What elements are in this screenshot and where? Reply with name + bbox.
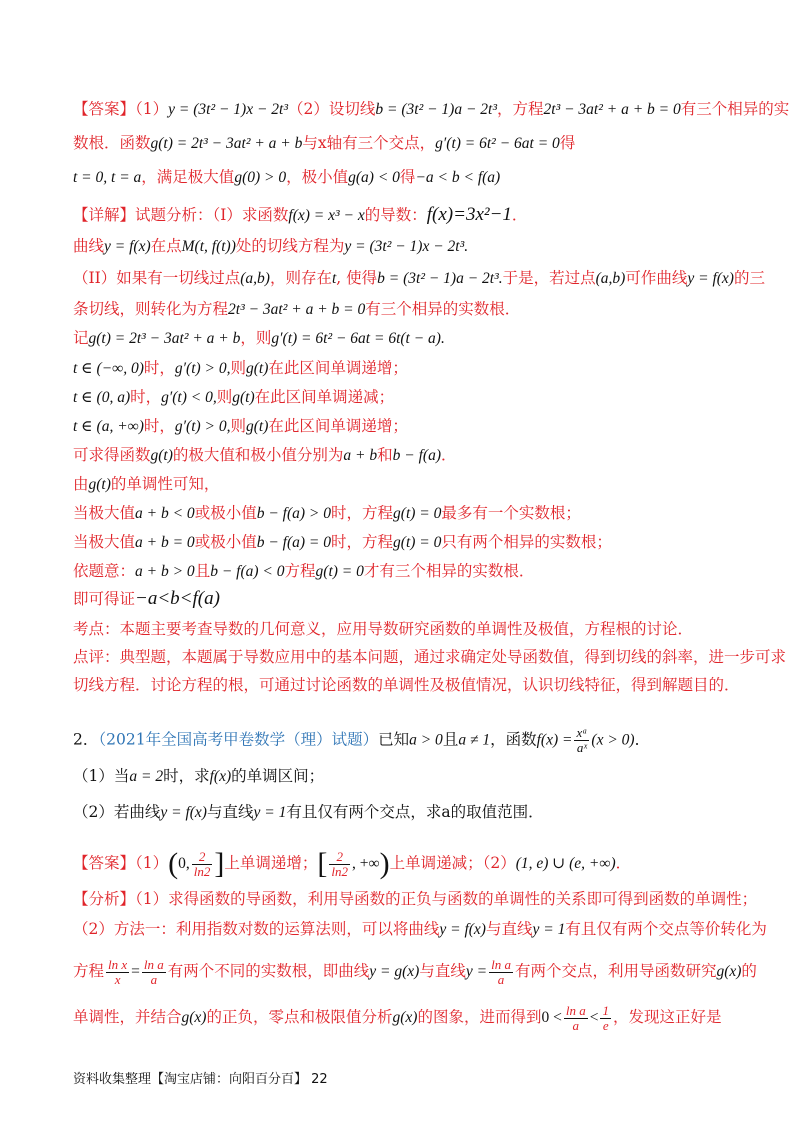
- question-2-part-1: （1）当a = 2时，求f(x)的单调区间；: [73, 767, 325, 785]
- analysis-line-4: 单调性，并结合g(x)的正负，零点和极限值分析g(x)的图象，进而得到0 < $\frac{\text{ln a}}{a}$ < $\frac{1}{e}$ ，发现这正好是: [73, 1002, 722, 1033]
- analysis-line-1: 【分析】（1）求得函数的导函数，利用导函数的正负与函数的单调性的关系即可得到函数的单调性；: [73, 890, 758, 908]
- question-number: 2．: [73, 730, 99, 749]
- detail-line-14: 即可得证−a<b<f(a): [73, 588, 220, 609]
- analysis-line-3: 方程 $\frac{\text{ln x}}{x}$ = $\frac{\text{ln a}}{a}$ 有两个不同的实数根，即曲线y = g(x)与直线y = $\frac{\text{ln a}}{a}$ 有两个交点，利用导函数研究g(x)的: [73, 956, 757, 987]
- answer-line-3: t = 0, t = a，满足极大值g(0) > 0，极小值g(a) < 0得−a < b < f(a): [73, 168, 501, 186]
- detail-line-2: 曲线y = f(x)在点M(t, f(t))处的切线方程为y = (3t² − 1)x − 2t³.: [73, 237, 469, 255]
- detail-line-8: t ∈ (a, +∞)时，g′(t) > 0,则g(t)在此区间单调递增；: [73, 417, 408, 435]
- fraction: $\frac{\text{ln x}}{x}$: [108, 956, 128, 987]
- detail-line-4: 条切线，则转化为方程2t³ − 3at² + a + b = 0有三个相异的实数根．: [73, 300, 521, 318]
- fraction: $\frac{1}{e}$: [602, 1002, 609, 1033]
- fraction: $\frac{\text{ln a}}{a}$: [143, 956, 164, 987]
- detail-line-12: 当极大值a + b = 0或极小值b − f(a) = 0时，方程g(t) = 0只有两个相异的实数根；: [73, 533, 612, 551]
- detail-line-3: （II）如果有一切线过点(a,b)，则存在t, 使得b = (3t² − 1)a − 2t³.于是，若过点(a,b)可作曲线y = f(x)的三: [73, 269, 765, 287]
- answer-2-line: 【答案】（1）(0, $\frac{2}{\ln 2}$ ]上单调递增；[ $\frac{2}{\ln 2}$ , +∞)上单调递减；（2）(1, e) ∪ (e, +∞)．: [73, 847, 632, 880]
- detail-tag: 【详解】: [73, 206, 136, 224]
- detail-line-5: 记g(t) = 2t³ − 3at² + a + b，则g′(t) = 6t² − 6at = 6t(t − a).: [73, 329, 445, 347]
- dianping-line-2: 切线方程．讨论方程的根，可通过讨论函数的单调性及极值情况，认识切线特征，得到解题目的．: [73, 676, 740, 694]
- detail-line-10: 由g(t)的单调性可知，: [73, 475, 220, 493]
- left-paren: (: [168, 847, 179, 880]
- answer-line-1: 【答案】（1）y = (3t² − 1)x − 2t³（2）设切线b = (3t² − 1)a − 2t³，方程2t³ − 3at² + a + b = 0有三个相异的实: [73, 100, 790, 118]
- question-2-stem: 2．（2021年全国高考甲卷数学（理）试题）已知a > 0且a ≠ 1，函数f(x) = $\frac{\text{xᵃ}}{\text{aˣ}}$ (x > 0)．: [73, 725, 651, 755]
- kaodian-line: 考点：本题主要考查导数的几何意义，应用导数研究函数的单调性及极值，方程根的讨论．: [73, 620, 694, 638]
- detail-line-11: 当极大值a + b < 0或极小值b − f(a) > 0时，方程g(t) = 0最多有一个实数根；: [73, 504, 581, 522]
- left-bracket: [: [317, 847, 328, 880]
- detail-line-6: t ∈ (−∞, 0)时，g′(t) > 0,则g(t)在此区间单调递增；: [73, 359, 408, 377]
- analysis-line-2: （2）方法一：利用指数对数的运算法则，可以将曲线y = f(x)与直线y = 1有且仅有两个交点等价转化为: [73, 920, 767, 938]
- detail-line-9: 可求得函数g(t)的极大值和极小值分别为a + b和b − f(a)．: [73, 446, 457, 464]
- answer-line-2: 数根．函数g(t) = 2t³ − 3at² + a + b与x轴有三个交点，g′(t) = 6t² − 6at = 0得: [73, 134, 576, 152]
- answer-tag: 【答案】: [73, 854, 136, 872]
- right-paren: ): [379, 847, 390, 880]
- answer-tag: 【答案】: [73, 100, 136, 118]
- fraction: $\frac{2}{\ln 2}$: [193, 848, 211, 879]
- fraction: $\frac{\text{xᵃ}}{\text{aˣ}}$: [576, 725, 588, 755]
- question-2-part-2: （2）若曲线y = f(x)与直线y = 1有且仅有两个交点，求a的取值范围．: [73, 803, 544, 821]
- fraction: $\frac{\text{ln a}}{a}$: [491, 956, 511, 987]
- analysis-tag: 【分析】: [73, 890, 136, 908]
- fraction: $\frac{\text{ln a}}{a}$: [565, 1002, 586, 1033]
- detail-line-7: t ∈ (0, a)时，g′(t) < 0,则g(t)在此区间单调递减；: [73, 388, 395, 406]
- dianping-line-1: 点评：典型题，本题属于导数应用中的基本问题，通过求确定处导函数值，得到切线的斜率，进一步可求: [73, 648, 787, 666]
- detail-line-13: 依题意：a + b > 0且b − f(a) < 0方程g(t) = 0才有三个相异的实数根．: [73, 562, 535, 580]
- detail-line-1: 【详解】试题分析：（I）求函数f(x) = x³ − x的导数：f(x)=3x²−1．: [73, 204, 528, 225]
- question-source: （2021年全国高考甲卷数学（理）试题）: [98, 730, 379, 749]
- fraction: $\frac{2}{\ln 2}$: [331, 848, 349, 879]
- page-footer: 资料收集整理【淘宝店铺：向阳百分百】 22: [73, 1072, 328, 1087]
- right-bracket: ]: [214, 847, 225, 880]
